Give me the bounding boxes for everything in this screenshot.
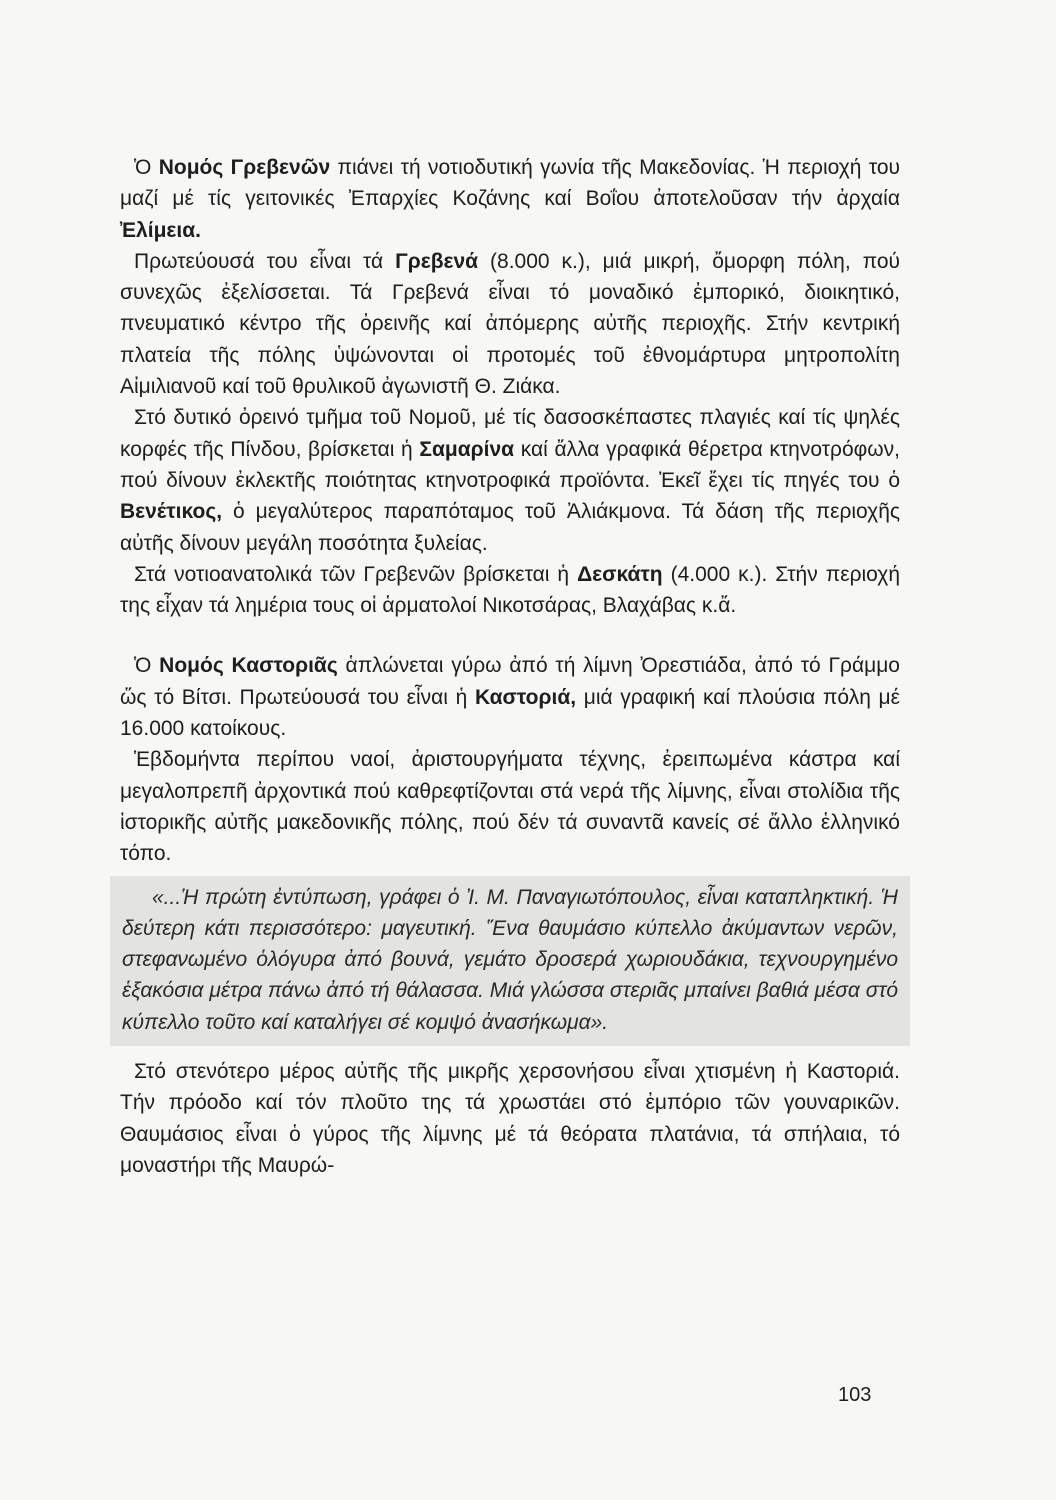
text: μιά γραφική καί πλούσια πόλη μέ 16.000 κατοίκους. (120, 685, 900, 741)
bold-term: Γρεβενά (395, 249, 479, 273)
bold-term: Σαμαρίνα (419, 437, 515, 461)
paragraph-kastoria-monuments: Ἑβδομήντα περίπου ναοί, ἀριστουργήματα τέχνης, ἐρειπωμένα κάστρα καί μεγαλοπρεπῆ ἀρχοντικά πού καθρεφτίζονται στά νερά τῆς λίμνης, εἶναι στολίδια τῆς ἱστορικῆς αὐτῆς μακεδονικῆς πόλης, πού δέν τά συναντᾶ κανείς σέ ἄλλο ἑλληνικό τόπο. (120, 748, 900, 866)
text: Στά νοτιοανατολικά τῶν Γρεβενῶν βρίσκεται ἡ (134, 562, 578, 586)
paragraph-samarina (120, 402, 900, 558)
page-body (120, 152, 900, 1181)
bold-term: Δεσκάτη (577, 562, 663, 586)
bold-term: Νομός Γρεβενῶν (158, 156, 331, 179)
bold-term: Ἐλίμεια. (120, 218, 201, 242)
text: Ὁ (134, 654, 160, 678)
quote-text: «...Ἡ πρώτη ἐντύπωση, γράφει ὁ Ἰ. Μ. Παναγιωτόπουλος, εἶναι καταπληκτική. Ἡ δεύτερη κάτι περισσότερο: μαγευτική. Ἕνα θαυμάσιο κύπελλο ἀκύμαντων νερῶν, στεφανωμένο ὁλόγυρα ἀπό βουνά, γεμάτο δροσερά χωριουδάκια, τεχνουργημένο ἑξακόσια μέτρα πάνω ἀπό τή θάλασσα. Μιά γλώσσα στεριᾶς μπαίνει βαθιά μέσα στό κύπελλο τοῦτο καί καταλήγει σέ κομψό ἀνασήκωμα». (122, 885, 898, 1034)
text: πιάνει τή νοτιοδυτική γωνία τῆς Μακεδονίας. Ἡ περιοχή του μαζί μέ τίς γειτονικές Ἐπαρχίες Κοζάνης καί Βοΐου ἀποτελοῦσαν τήν ἀρχαία (120, 156, 900, 211)
paragraph-grevena-capital (120, 246, 900, 402)
text: Στό δυτικό ὀρεινό τμῆμα τοῦ Νομοῦ, μέ τίς δασοσκέπαστες πλαγιές καί τίς ψηλές κορφές τῆς Πίνδου, βρίσκεται ἡ (120, 406, 900, 461)
text: Ὁ (134, 156, 159, 179)
text: (4.000 κ.). Στήν περιοχή της εἶχαν τά λημέρια τους οἱ ἁρματολοί Νικοτσάρας, Βλαχάβας κ.ἄ. (120, 562, 900, 618)
bold-term: Καστοριά, (474, 685, 577, 709)
text: ἁπλώνεται γύρω ἀπό τή λίμνη Ὀρεστιάδα, ἀπό τό Γράμμο ὥς τό Βίτσι. Πρωτεύουσά του εἶναι ἡ (120, 654, 900, 709)
quote-block (110, 876, 910, 1046)
page-number: 103 (838, 1384, 872, 1406)
paragraph-deskati (120, 559, 900, 622)
bold-term: Βενέτικος, (120, 500, 223, 524)
text: (8.000 κ.), μιά μικρή, ὄμορφη πόλη, πού συνεχῶς ἐξελίσσεται. Τά Γρεβενά εἶναι τό μοναδικό ἐμπορικό, διοικητικό, πνευματικό κέντρο τῆς ὀρεινῆς καί ἀπόμερης αὐτῆς περιοχῆς. Στήν κεντρική πλατεία τῆς πόλης ὑψώνονται οἱ προτομές τοῦ ἐθνομάρτυρα μητροπολίτη Αἰμιλιανοῦ καί τοῦ θρυλικοῦ ἀγωνιστῆ Θ. Ζιάκα. (120, 249, 900, 399)
bold-term: Νομός Καστοριᾶς (159, 654, 338, 678)
paragraph-kastoria-intro (120, 650, 900, 744)
paragraph-kastoria-peninsula: Στό στενότερο μέρος αὐτῆς τῆς μικρῆς χερσονήσου εἶναι χτισμένη ἡ Καστοριά. Τήν πρόοδο καί τόν πλοῦτο της τά χρωστάει στό ἐμπόριο τῶν γουναρικῶν. Θαυμάσιος εἶναι ὁ γύρος τῆς λίμνης μέ τά θεόρατα πλατάνια, τά σπήλαια, τό μοναστήρι τῆς Μαυρώ- (120, 1060, 900, 1177)
paragraph-grevena-intro (120, 152, 900, 246)
text: ὁ μεγαλύτερος παραπόταμος τοῦ Ἀλιάκμονα. Τά δάση τῆς περιοχῆς αὐτῆς δίνουν μεγάλη ποσότητα ξυλείας. (120, 500, 900, 555)
text: Πρωτεύουσά του εἶναι τά (134, 249, 396, 273)
text: καί ἄλλα γραφικά θέρετρα κτηνοτρόφων, πού δίνουν ἐκλεκτῆς ποιότητας κτηνοτροφικά προϊόντα. Ἐκεῖ ἔχει τίς πηγές του ὁ (120, 437, 900, 492)
